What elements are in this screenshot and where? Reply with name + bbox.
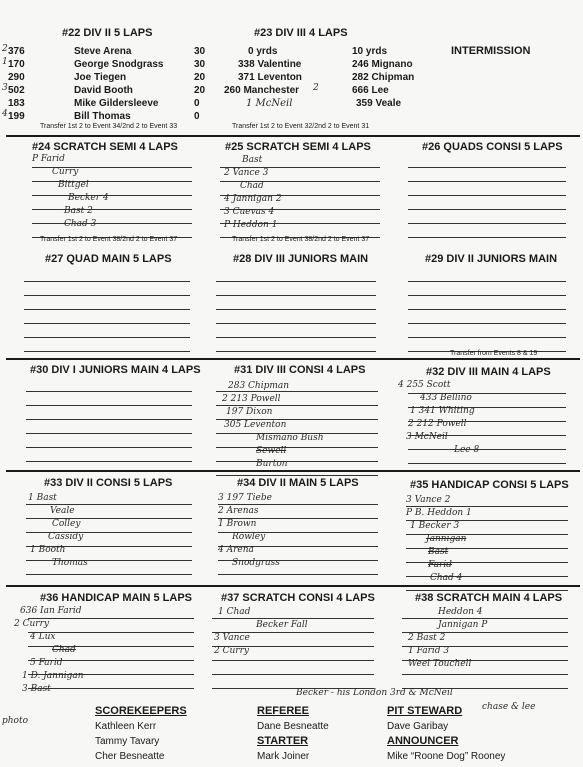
hw-entry: P Farid bbox=[32, 154, 65, 164]
event-24-title: #24 SCRATCH SEMI 4 LAPS bbox=[32, 141, 178, 153]
hw-entry: Bast 2 bbox=[64, 206, 93, 216]
event-35-title: #35 HANDICAP CONSI 5 LAPS bbox=[410, 479, 569, 491]
hw-entry: Weel Touchell bbox=[408, 659, 472, 669]
event-29-transfer: Transfer from Events 8 & 19 bbox=[450, 350, 538, 357]
hw-entry: 3 McNeil bbox=[406, 432, 448, 442]
hw-entry: 1 Brown bbox=[218, 519, 257, 529]
event-25-title: #25 SCRATCH SEMI 4 LAPS bbox=[225, 141, 371, 153]
hw-entry: 305 Leventon bbox=[224, 420, 287, 430]
event-31-title: #31 DIV III CONSI 4 LAPS bbox=[234, 364, 366, 376]
event-28-lines bbox=[216, 268, 376, 352]
event-24-transfer: Transfer 1st 2 to Event 38/2nd 2 to Event 37 bbox=[40, 236, 178, 243]
hw-entry: Sewell bbox=[256, 446, 287, 456]
event-23-transfer: Transfer 1st 2 to Event 32/2nd 2 to Event 31 bbox=[232, 123, 370, 130]
section-divider bbox=[6, 470, 580, 472]
hw-entry: Jannigan P bbox=[438, 620, 488, 630]
event-22-title: #22 DIV II 5 LAPS bbox=[62, 27, 153, 39]
hw-entry: Lee 8 bbox=[454, 445, 480, 455]
event-33-title: #33 DIV II CONSI 5 LAPS bbox=[44, 477, 173, 489]
event-30-title: #30 DIV I JUNIORS MAIN 4 LAPS bbox=[30, 364, 201, 376]
hw-entry: Chad bbox=[52, 645, 76, 655]
hw-entry: Heddon 4 bbox=[438, 607, 483, 617]
hw-entry: 1 D. Jannigan bbox=[22, 671, 84, 681]
hw-entry: 1 Booth bbox=[30, 545, 66, 555]
hw-entry: 2 Curry bbox=[14, 619, 49, 629]
hw-entry: Cassidy bbox=[48, 532, 84, 542]
hw-side-note: photo bbox=[2, 716, 29, 726]
scorekeeper-name: Tammy Tavary bbox=[95, 736, 160, 747]
hw-entry: 2 Curry bbox=[214, 646, 249, 656]
pit-steward-name: Dave Garibay bbox=[387, 721, 449, 732]
event-32-title: #32 DIV III MAIN 4 LAPS bbox=[426, 366, 551, 378]
hw-entry: 197 Dixon bbox=[226, 407, 273, 417]
hw-entry: 1 Farid 3 bbox=[408, 646, 450, 656]
hw-entry: P B. Heddon 1 bbox=[406, 508, 472, 518]
hw-entry: 4 Arena bbox=[218, 545, 254, 555]
event-29-lines bbox=[408, 268, 566, 352]
hw-entry: Bittgel bbox=[58, 180, 89, 190]
hw-entry: 2 213 Powell bbox=[222, 394, 281, 404]
starter-heading: STARTER bbox=[257, 735, 309, 747]
hw-entry: 1 Becker 3 bbox=[410, 521, 460, 531]
hw-entry: 3 Vance 2 bbox=[406, 495, 451, 505]
hw-mark: 4 bbox=[2, 109, 8, 119]
hw-entry: 3 Bast bbox=[22, 684, 51, 694]
referee-heading: REFEREE bbox=[257, 705, 309, 717]
hw-entry: 5 Farid bbox=[30, 658, 63, 668]
hw-entry: Colley bbox=[52, 519, 81, 529]
hw-entry: Snodgrass bbox=[232, 558, 280, 568]
hw-entry: Bast bbox=[242, 155, 263, 165]
hw-entry: 1 341 Whiting bbox=[410, 406, 475, 416]
hw-mark: 2 bbox=[313, 83, 319, 93]
hw-entry: Burton bbox=[256, 459, 288, 469]
section-divider bbox=[6, 585, 580, 587]
hw-entry: Becker Fall bbox=[256, 620, 308, 630]
hw-entry: 636 Ian Farid bbox=[20, 606, 82, 616]
event-29-title: #29 DIV II JUNIORS MAIN bbox=[425, 253, 558, 265]
hw-entry: 1 McNeil bbox=[246, 98, 293, 109]
hw-entry: Veale bbox=[50, 506, 75, 516]
event-26-lines bbox=[408, 154, 566, 238]
hw-entry: 3 Cuevas 4 bbox=[224, 207, 275, 217]
scorekeeper-name: Kathleen Kerr bbox=[95, 721, 157, 732]
announcer-name: Mike “Roone Dog” Rooney bbox=[387, 751, 506, 762]
event-36-title: #36 HANDICAP MAIN 5 LAPS bbox=[40, 592, 192, 604]
hw-mark: 3 bbox=[2, 83, 8, 93]
announcer-heading: ANNOUNCER bbox=[387, 735, 459, 747]
hw-entry: 4 Jannigan 2 bbox=[224, 194, 282, 204]
hw-entry: Thomas bbox=[52, 558, 88, 568]
event-27-title: #27 QUAD MAIN 5 LAPS bbox=[45, 253, 172, 265]
hw-entry: 2 212 Powell bbox=[408, 419, 467, 429]
referee-name: Dane Besneatte bbox=[257, 721, 329, 732]
hw-entry: 2 Arenas bbox=[218, 506, 259, 516]
event-30-lines bbox=[26, 378, 192, 462]
hw-entry: Chad 3 bbox=[64, 219, 97, 229]
event-23-entries: 0 yrds 10 yrds 338 Valentine 246 Mignano 371 Leventon 282 Chipman 260 Manchester 666 Lee 359 Veale bbox=[224, 46, 415, 109]
event-22-entries: 376 Steve Arena 30 170 George Snodgrass 30 290 Joe Tiegen 20 502 David Booth 20 183 Mike Gildersleeve 0 199 Bill Thomas 0 bbox=[8, 46, 206, 122]
hw-entry: Bast bbox=[428, 547, 449, 557]
hw-entry: Chad bbox=[240, 181, 264, 191]
hw-entry: Curry bbox=[52, 167, 79, 177]
hw-entry: 3 Vance bbox=[214, 633, 250, 643]
event-25-transfer: Transfer 1st 2 to Event 38/2nd 2 to Event 37 bbox=[232, 236, 370, 243]
section-divider bbox=[6, 358, 580, 360]
starter-name: Mark Joiner bbox=[257, 751, 310, 762]
hw-entry: 283 Chipman bbox=[228, 381, 290, 391]
hw-mark: 1 bbox=[2, 57, 8, 67]
hw-entry: 3 197 Tiebe bbox=[218, 493, 272, 503]
hw-entry: Mismano Bush bbox=[256, 433, 324, 443]
event-34-title: #34 DIV II MAIN 5 LAPS bbox=[237, 477, 359, 489]
event-27-lines bbox=[24, 268, 190, 352]
hw-entry: 4 255 Scott bbox=[398, 380, 451, 390]
hw-entry: Becker 4 bbox=[68, 193, 109, 203]
hw-entry: Chad 4 bbox=[430, 573, 463, 583]
hw-entry: 433 Bellino bbox=[420, 393, 472, 403]
hw-scribble: Becker - his London 3rd & McNeil bbox=[296, 688, 453, 698]
hw-entry: Jannigan bbox=[426, 534, 467, 544]
hw-entry: 1 Chad bbox=[218, 607, 251, 617]
hw-entry: Rowley bbox=[232, 532, 266, 542]
hw-entry: P Heddon 1 bbox=[224, 220, 278, 230]
scorekeeper-name: Cher Besneatte bbox=[95, 751, 165, 762]
hw-mark: 2 bbox=[2, 44, 8, 54]
section-divider bbox=[6, 135, 580, 137]
hw-entry: 2 Vance 3 bbox=[224, 168, 269, 178]
intermission-label: INTERMISSION bbox=[451, 45, 531, 57]
pit-steward-heading: PIT STEWARD bbox=[387, 705, 463, 717]
hw-entry: Farid bbox=[428, 560, 452, 570]
hw-entry: 4 Lux bbox=[30, 632, 56, 642]
hw-entry: 2 Bast 2 bbox=[408, 633, 446, 643]
event-26-title: #26 QUADS CONSI 5 LAPS bbox=[422, 141, 563, 153]
event-23-title: #23 DIV III 4 LAPS bbox=[254, 27, 348, 39]
scorekeepers-heading: SCOREKEEPERS bbox=[95, 705, 187, 717]
event-28-title: #28 DIV III JUNIORS MAIN bbox=[233, 253, 369, 265]
event-38-title: #38 SCRATCH MAIN 4 LAPS bbox=[415, 592, 563, 604]
hw-entry: 1 Bast bbox=[28, 493, 57, 503]
event-22-transfer: Transfer 1st 2 to Event 34/2nd 2 to Event 33 bbox=[40, 123, 178, 130]
event-37-title: #37 SCRATCH CONSI 4 LAPS bbox=[221, 592, 375, 604]
hw-scribble: chase & lee bbox=[482, 702, 536, 712]
